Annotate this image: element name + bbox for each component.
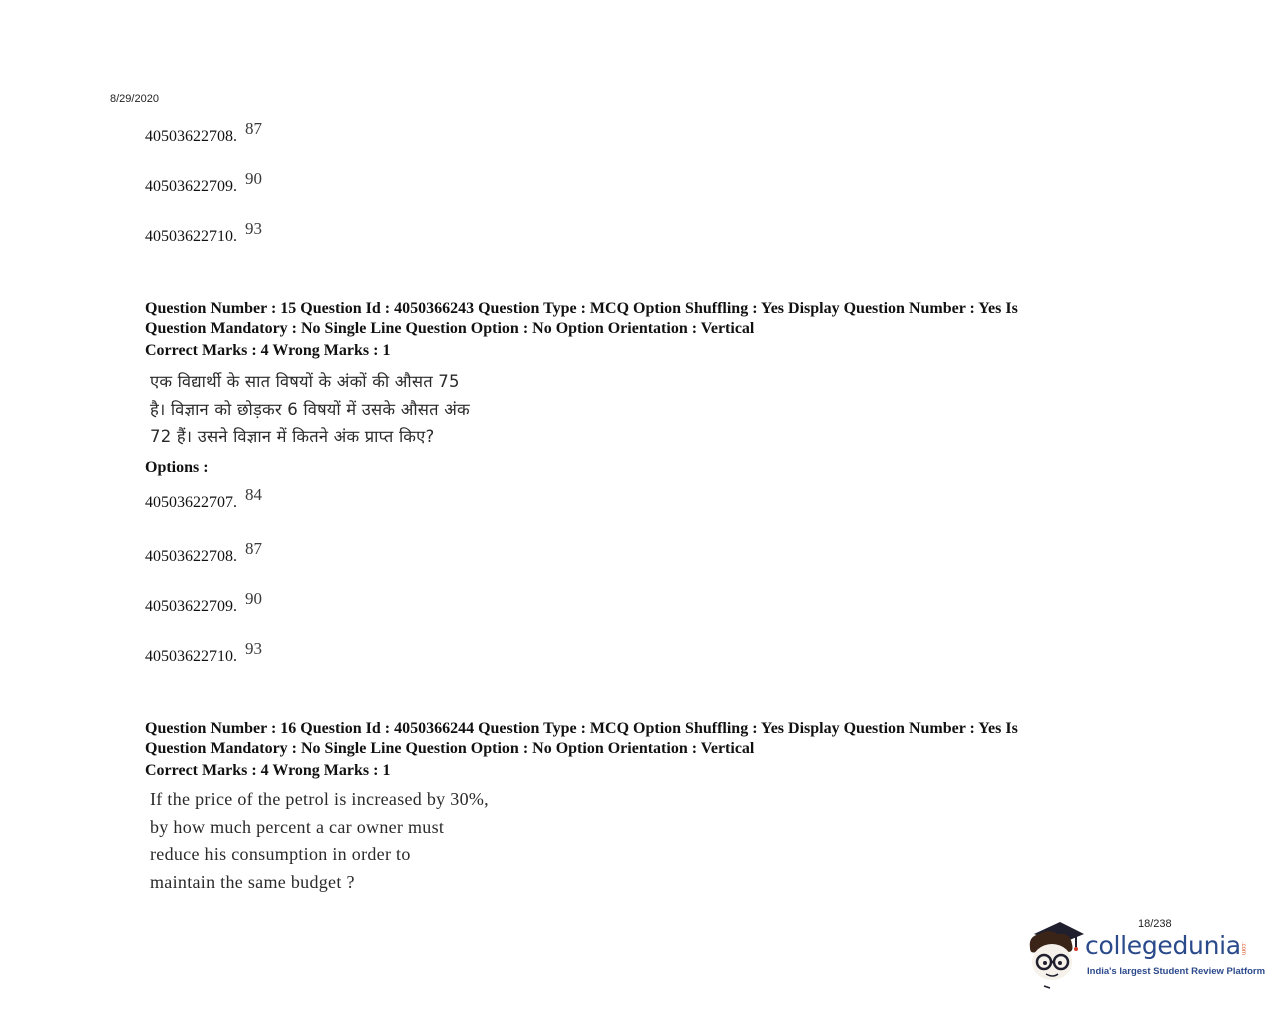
prev-option-3 (145, 219, 262, 246)
brand-tagline: India's largest Student Review Platform (1087, 966, 1266, 977)
question-line: है। विज्ञान को छोड़कर 6 विषयों में उसके औसत अंक (150, 399, 470, 419)
option-value: 90 (245, 169, 262, 188)
option-id: 40503622710. (145, 228, 237, 245)
q15-question-text (150, 368, 470, 451)
question-line: reduce his consumption in order to (150, 844, 411, 864)
q15-option-4 (145, 639, 262, 666)
option-value: 90 (245, 589, 262, 608)
option-id: 40503622708. (145, 128, 237, 145)
q16-meta-line1: Question Number : 16 Question Id : 4050366244 Question Type : MCQ Option Shuffling : Yes Display Question Number : Yes Is (145, 720, 1018, 737)
q15-options-label: Options : (145, 459, 209, 476)
option-value: 87 (245, 119, 262, 138)
page-number: 18/238 (1138, 918, 1172, 930)
q15-meta-line2: Question Mandatory : No Single Line Question Option : No Option Orientation : Vertical (145, 319, 755, 337)
prev-option-1 (145, 119, 262, 146)
question-line: एक विद्यार्थी के सात विषयों के अंकों की औसत 75 (150, 372, 460, 391)
option-id: 40503622709. (145, 598, 237, 615)
print-date: 8/29/2020 (110, 93, 159, 105)
q16-question-text (150, 786, 489, 896)
option-id: 40503622709. (145, 178, 237, 195)
question-line: maintain the same budget ? (150, 871, 355, 892)
q15-option-2 (145, 539, 262, 566)
q15-option-3 (145, 589, 262, 616)
q16-metadata (145, 719, 1145, 758)
option-id: 40503622708. (145, 548, 237, 565)
question-line: 72 हैं। उसने विज्ञान में कितने अंक प्राप्त किए? (150, 427, 435, 446)
brand-name: collegedunia (1085, 931, 1241, 960)
q15-marks: Correct Marks : 4 Wrong Marks : 1 (145, 342, 391, 359)
option-value: 84 (245, 485, 262, 504)
q15-metadata (145, 299, 1145, 338)
option-value: 87 (245, 539, 262, 558)
q15-option-1 (145, 485, 262, 512)
q16-meta-line2: Question Mandatory : No Single Line Question Option : No Option Orientation : Vertical (145, 739, 755, 757)
option-value: 93 (245, 639, 262, 658)
prev-option-2 (145, 169, 262, 196)
option-id: 40503622707. (145, 494, 237, 511)
question-line: If the price of the petrol is increased by 30%, (150, 789, 489, 809)
question-line: by how much percent a car owner must (150, 816, 445, 837)
q15-meta-line1: Question Number : 15 Question Id : 4050366243 Question Type : MCQ Option Shuffling : Yes Display Question Number : Yes Is (145, 300, 1018, 317)
option-value: 93 (245, 219, 262, 238)
brand-suffix: .com (1240, 942, 1246, 956)
option-id: 40503622710. (145, 648, 237, 665)
q16-marks: Correct Marks : 4 Wrong Marks : 1 (145, 762, 391, 779)
